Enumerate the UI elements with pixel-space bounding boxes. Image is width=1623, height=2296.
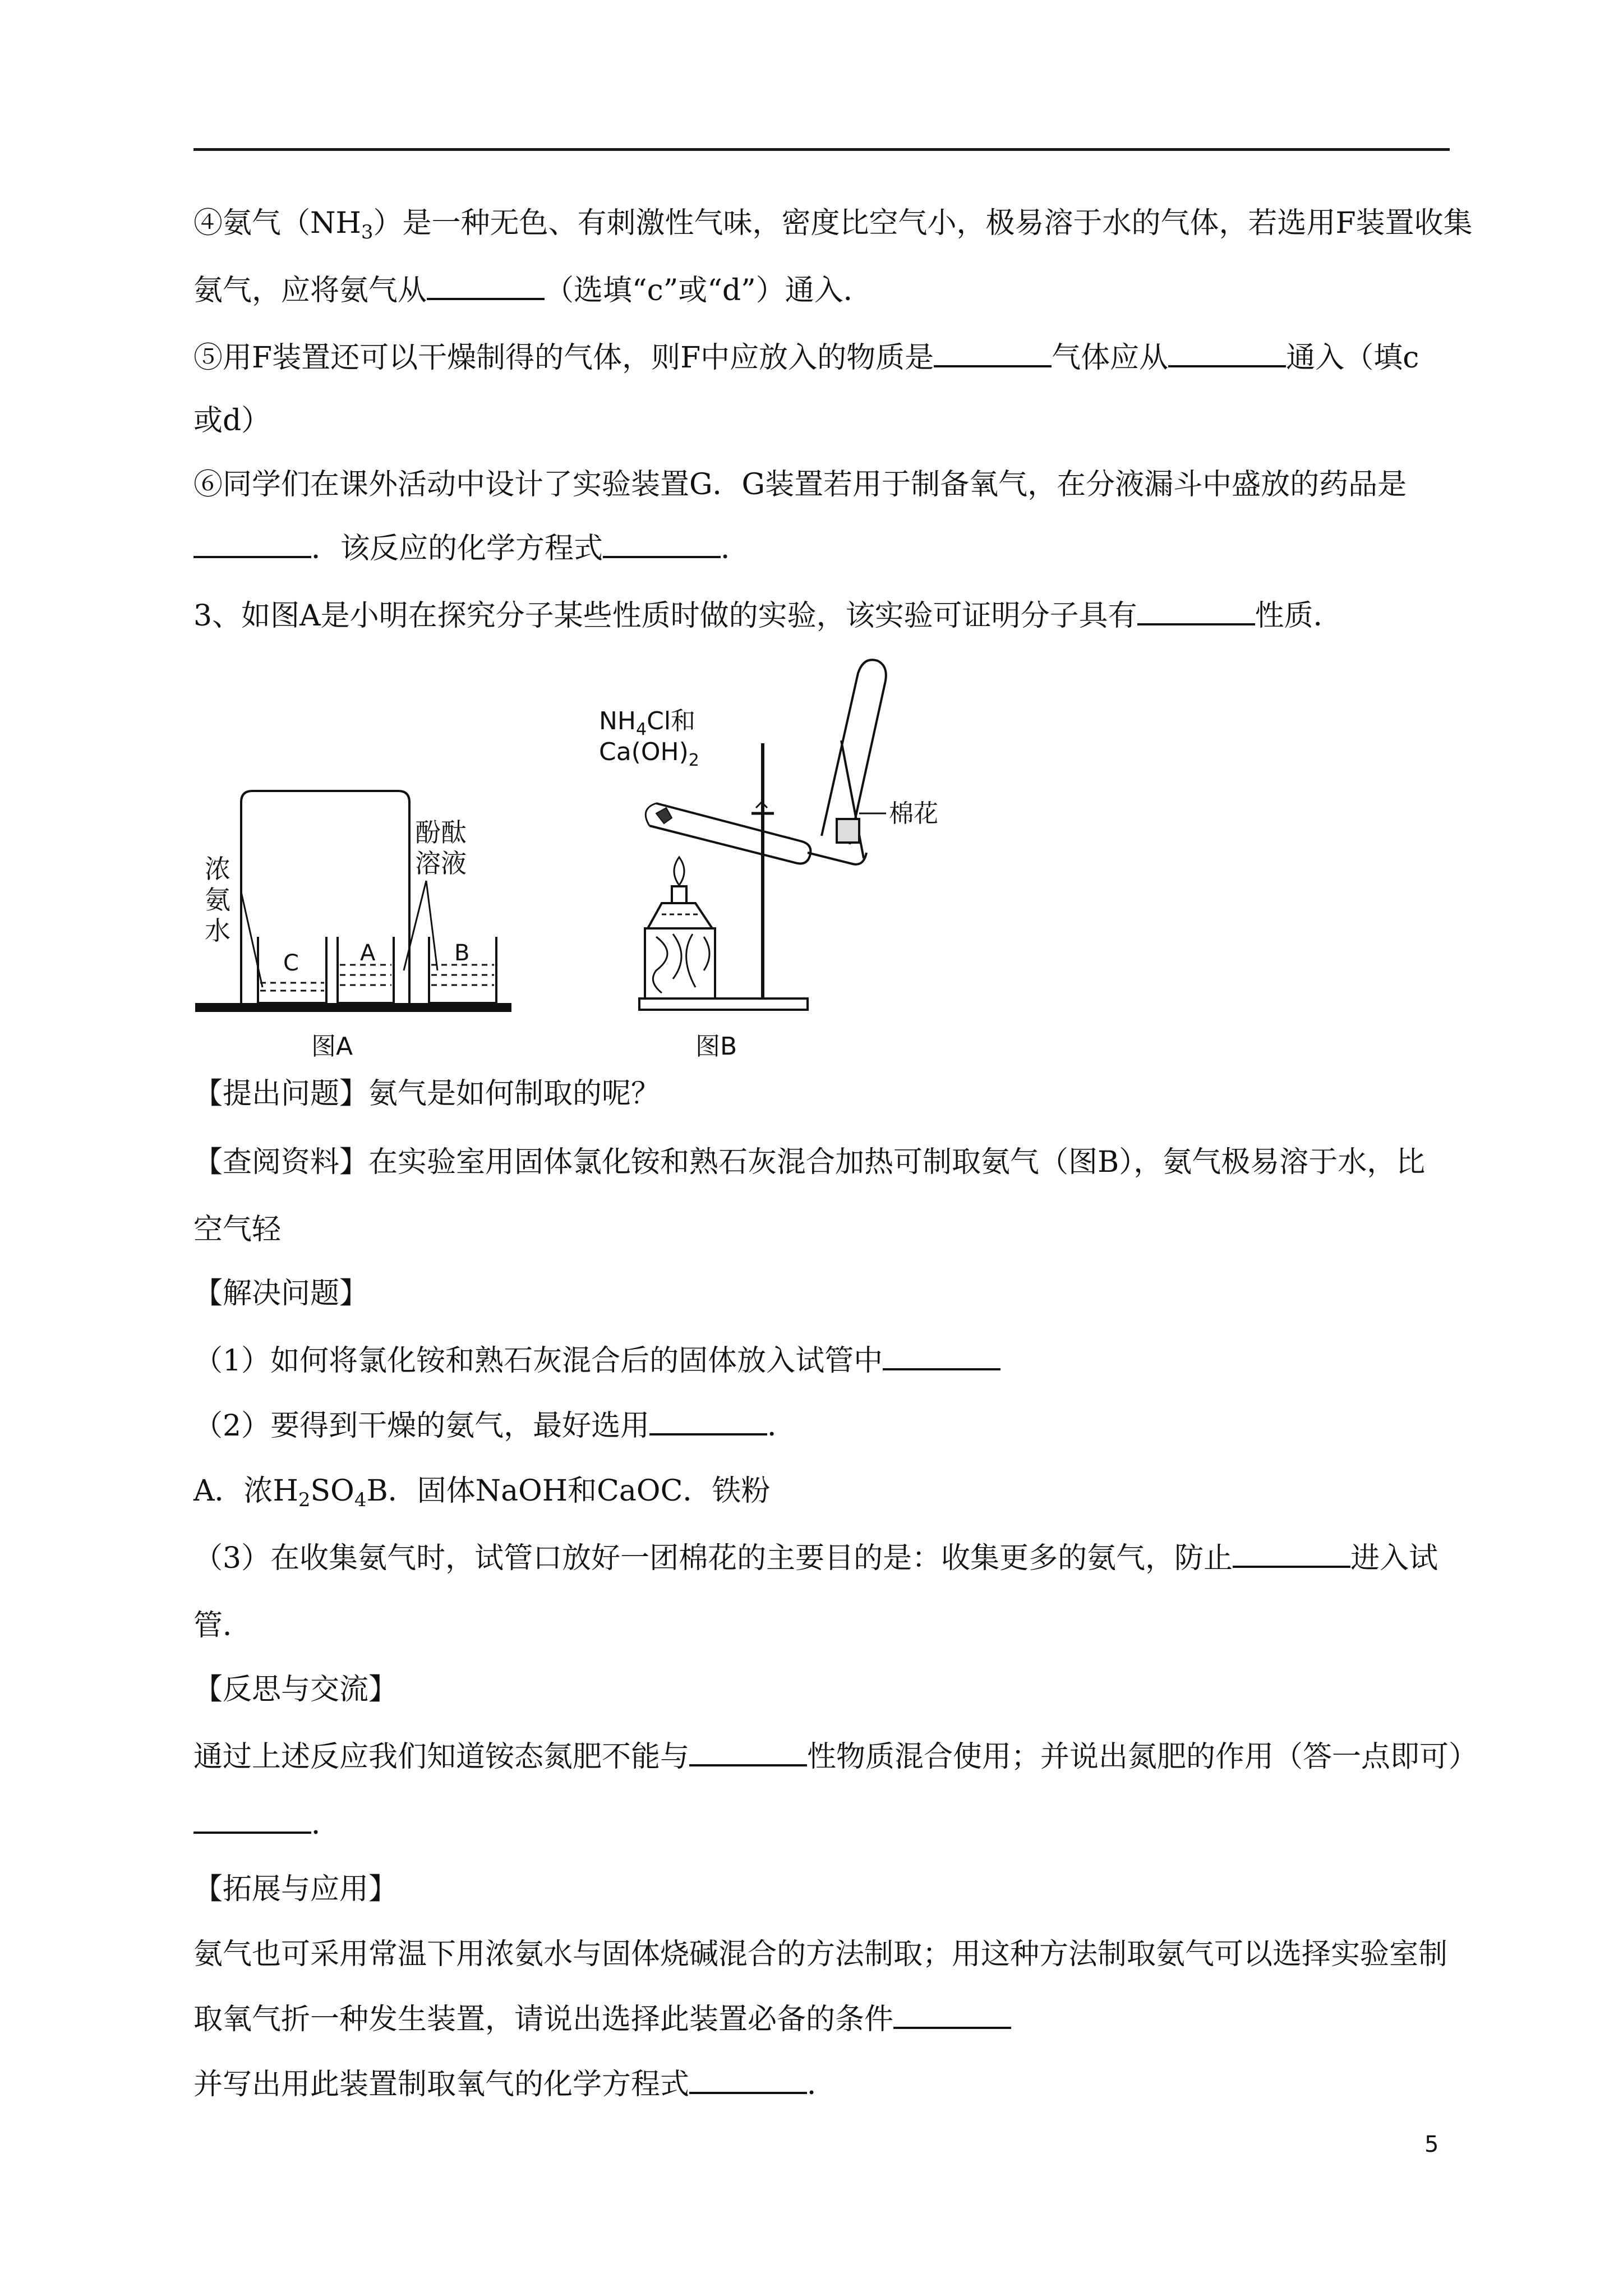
label-ammonia-3: 水 [205,915,230,946]
label-phenol-2: 溶液 [415,848,467,878]
caption-fig-a: 图A [311,1032,353,1061]
collection-tube [822,660,886,844]
answer-blank[interactable] [934,341,1052,367]
answer-blank[interactable] [649,1409,767,1435]
experiment-figure [191,651,938,1077]
answer-blank[interactable] [193,531,311,558]
text-line: （2）要得到干燥的氨气，最好选用 ． [193,1409,797,1443]
text-line: 【提出问题】氨气是如何制取的呢？ [193,1077,661,1111]
text-line: 【拓展与应用】 [193,1872,398,1906]
text-line: 氨气，应将氨气从 （选填“c”或“d”）通入． [193,274,873,307]
text-line: （1）如何将氯化铵和熟石灰混合后的固体放入试管中 [193,1343,1000,1379]
answer-blank[interactable] [689,1740,807,1766]
answer-blank[interactable] [1168,341,1286,367]
answer-blank[interactable] [689,2067,807,2094]
label-beaker-b: B [454,940,470,966]
text-line: 取氧气折一种发生装置，请说出选择此装置必备的条件 [193,2001,1011,2037]
label-phenol-1: 酚酞 [415,817,467,848]
answer-blank[interactable] [1137,599,1255,625]
text-line: 3、如图A是小明在探究分子某些性质时做的实验，该实验可证明分子具有 性质． [193,599,1343,633]
text-line: A．浓$H_2SO_4B$．固体NaOH和CaOC．铁粉 [193,1474,771,1511]
caption-fig-b: 图B [695,1032,737,1061]
answer-blank[interactable] [893,2002,1011,2029]
label-reagents-1: $NH_4Cl$和 [599,707,696,739]
answer-blank[interactable] [603,531,721,558]
answer-blank[interactable] [427,273,545,300]
text-line: 空气轻 [193,1213,282,1246]
label-ammonia-1: 浓 [205,854,230,884]
label-cotton: 棉花 [889,799,938,828]
header-rule [193,148,1450,151]
text-line: ④氨气$(NH_3)$是一种无色、有刺激性气味，密度比空气小，极易溶于水的气体，若选用F装置收集 [193,206,1473,243]
text-line: ⑤用F装置还可以干燥制得的气体，则F中应放入的物质是 气体应从 通入（填c [193,341,1419,375]
label-ammonia-2: 氨 [205,885,230,915]
text-line: （3）在收集氨气时，试管口放好一团棉花的主要目的是：收集更多的氨气，防止 进入试 [193,1542,1438,1575]
answer-blank[interactable] [1233,1541,1350,1568]
answer-blank[interactable] [193,1807,311,1834]
text-line: 氨气也可采用常温下用浓氨水与固体烧碱混合的方法制取；用这种方法制取氨气可以选择实验室制 [193,1938,1448,1971]
alcohol-lamp [648,903,712,928]
text-line: 【反思与交流】 [193,1673,398,1706]
cotton-plug [837,819,859,843]
text-line: 管． [193,1609,252,1642]
stand-base [639,999,808,1010]
label-reagents-2: $Ca(OH)_2$ [599,738,699,770]
text-line: ．该反应的化学方程式 ． [193,531,750,567]
test-tube [649,803,810,864]
text-line: 【查阅资料】在实验室用固体氯化铵和熟石灰混合加热可制取氨气（图B），氨气极易溶于水，比 [193,1145,1426,1179]
label-beaker-c: C [283,950,299,976]
answer-blank[interactable] [883,1343,1000,1370]
base-board [196,1004,510,1011]
text-line: 通过上述反应我们知道铵态氮肥不能与 性物质混合使用；并说出氮肥的作用（答一点即可） [193,1740,1478,1774]
text-line: ⑥同学们在课外活动中设计了实验装置G．G装置若用于制备氧气，在分液漏斗中盛放的药品是 [193,468,1407,501]
text-line: 或d） [193,404,271,438]
label-beaker-a: A [360,940,376,966]
text-line: 并写出用此装置制取氧气的化学方程式 ． [193,2068,837,2101]
text-line: 【解决问题】 [193,1277,369,1310]
page-number: 5 [1424,2132,1439,2157]
text-line: ． [193,1806,340,1842]
